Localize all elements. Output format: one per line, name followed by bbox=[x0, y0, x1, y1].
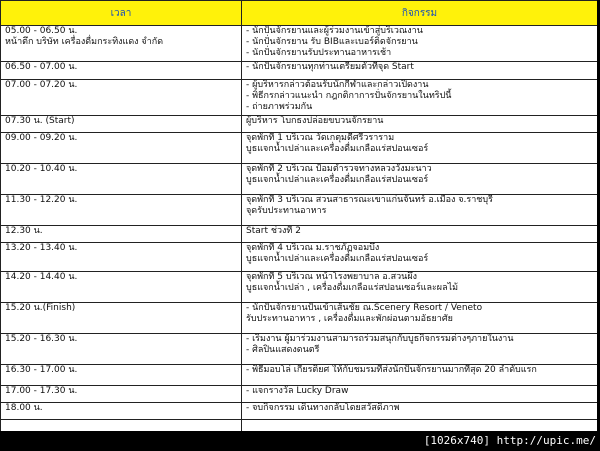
activity-line: จุดพักที่ 1 บริเวณ วัดเกตุมดีศรีวราราม bbox=[246, 133, 395, 143]
watermark-bar bbox=[0, 431, 600, 451]
activity-cell bbox=[242, 116, 598, 133]
time-cell bbox=[1, 164, 242, 195]
activity-cell bbox=[242, 272, 598, 303]
activity-cell bbox=[242, 365, 598, 386]
activity-cell bbox=[242, 133, 598, 164]
activity-cell bbox=[242, 334, 598, 365]
time-cell bbox=[1, 133, 242, 164]
table-row bbox=[1, 116, 598, 133]
activity-line: บูธแจกน้ำเปล่าและเครื่องดื่มเกลือแร่สปอนเซอร์ bbox=[246, 144, 429, 154]
time-cell bbox=[1, 303, 242, 334]
activity-line: - นักปั่นจักรยานและผู้ร่วมงานเข้าสู่บริเวณงาน bbox=[246, 26, 423, 36]
activity-line: จุดรับประทานอาหาร bbox=[246, 206, 327, 216]
activity-line: จุดพักที่ 2 บริเวณ ป้อมตำรวจทางหลวงวังมะนาว bbox=[246, 164, 432, 174]
table-row bbox=[1, 365, 598, 386]
activity-line: บูธแจกน้ำเปล่าและเครื่องดื่มเกลือแร่สปอนเซอร์ bbox=[246, 254, 429, 264]
table-row bbox=[1, 303, 598, 334]
activity-line: - แจกรางวัล Lucky Draw bbox=[246, 386, 349, 396]
time-cell bbox=[1, 272, 242, 303]
time-line: 12.30 น. bbox=[5, 226, 43, 236]
activity-cell bbox=[242, 386, 598, 403]
time-line: 07.00 - 07.20 น. bbox=[5, 80, 78, 90]
activity-line: - นักปั่นจักรยานทุกท่านเตรียมตัวที่จุด Start bbox=[246, 62, 414, 72]
activity-cell bbox=[242, 80, 598, 116]
time-cell bbox=[1, 243, 242, 272]
time-cell bbox=[1, 116, 242, 133]
table-row bbox=[1, 243, 598, 272]
time-cell bbox=[1, 26, 242, 62]
activity-line: - นักปั่นจักรยานปั่นเข้าเส้นชัย ณ.Scenery Resort / Veneto bbox=[246, 303, 483, 313]
activity-cell bbox=[242, 226, 598, 243]
time-line: 14.20 - 14.40 น. bbox=[5, 272, 78, 282]
activity-cell bbox=[242, 26, 598, 62]
activity-line: จุดพักที่ 3 บริเวณ สวนสาธารณะเขาแก่นจันทร์ อ.เมือง จ.ราชบุรี bbox=[246, 195, 493, 205]
empty-cell bbox=[1, 420, 242, 432]
activity-line: - เริ่มงาน ผู้มาร่วมงานสามารถร่วมสนุกกับบูธกิจกรรมต่างๆภายในงาน bbox=[246, 334, 514, 344]
activity-line: จุดพักที่ 5 บริเวณ หน้าโรงพยาบาล อ.สวนผึ้ง bbox=[246, 272, 418, 282]
activity-cell bbox=[242, 403, 598, 420]
activity-line: บูธแจกน้ำเปล่าและเครื่องดื่มเกลือแร่สปอนเซอร์ bbox=[246, 175, 429, 185]
time-cell bbox=[1, 62, 242, 80]
header-activity: กิจกรรม bbox=[242, 1, 598, 26]
time-cell bbox=[1, 403, 242, 420]
time-line: 16.30 - 17.00 น. bbox=[5, 365, 78, 375]
time-line: หน้าตึก บริษัท เครื่องดื่มกระทิงแดง จำกัด bbox=[5, 37, 164, 47]
activity-cell bbox=[242, 303, 598, 334]
activity-cell bbox=[242, 195, 598, 226]
activity-line: - นักปั่นจักรยาน รับ BIBและเบอร์ติดจักรยาน bbox=[246, 37, 418, 47]
time-cell bbox=[1, 226, 242, 243]
activity-cell bbox=[242, 164, 598, 195]
activity-line: - นักปั่นจักรยานรับประทานอาหารเช้า bbox=[246, 48, 392, 58]
watermark-text: [1026x740] http://upic.me/ bbox=[423, 434, 596, 447]
table-row bbox=[1, 80, 598, 116]
table-row bbox=[1, 386, 598, 403]
activity-line: จุดพักที่ 4 บริเวณ ม.ราชภัฏจอมบึง bbox=[246, 243, 380, 253]
time-cell bbox=[1, 334, 242, 365]
time-line: 13.20 - 13.40 น. bbox=[5, 243, 78, 253]
time-line: 17.00 - 17.30 น. bbox=[5, 386, 78, 396]
activity-line: บูธแจกน้ำเปล่า , เครื่องดื่มเกลือแร่สปอนเซอร์และผลไม้ bbox=[246, 283, 459, 293]
activity-line: Start ช่วงที่ 2 bbox=[246, 226, 301, 236]
activity-line: รับประทานอาหาร , เครื่องดื่มและพักผ่อนตามอัธยาศัย bbox=[246, 314, 453, 324]
table-row bbox=[1, 195, 598, 226]
empty-cell bbox=[242, 420, 598, 432]
time-cell bbox=[1, 195, 242, 226]
time-line: 09.00 - 09.20 น. bbox=[5, 133, 78, 143]
table-header-row bbox=[1, 1, 598, 26]
table-row bbox=[1, 272, 598, 303]
empty-row bbox=[1, 420, 598, 432]
time-cell bbox=[1, 80, 242, 116]
header-time: เวลา bbox=[1, 1, 242, 26]
table-row bbox=[1, 133, 598, 164]
time-line: 15.20 น.(Finish) bbox=[5, 303, 76, 313]
activity-line: - พิธีกรกล่าวแนะนำ กฎกติกาการปั่นจักรยานในทริปนี้ bbox=[246, 91, 452, 101]
activity-line: - ศิลปินแสดงดนตรี bbox=[246, 345, 320, 355]
activity-cell bbox=[242, 243, 598, 272]
table-row bbox=[1, 334, 598, 365]
time-line: 10.20 - 10.40 น. bbox=[5, 164, 78, 174]
time-line: 15.20 - 16.30 น. bbox=[5, 334, 78, 344]
time-line: 05.00 - 06.50 น. bbox=[5, 26, 78, 36]
activity-line: ผู้บริหาร โบกธงปล่อยขบวนจักรยาน bbox=[246, 116, 384, 126]
time-cell bbox=[1, 365, 242, 386]
time-cell bbox=[1, 386, 242, 403]
activity-cell bbox=[242, 62, 598, 80]
time-line: 11.30 - 12.20 น. bbox=[5, 195, 78, 205]
activity-line: - จบกิจกรรม เดินทางกลับโดยสวัสดิภาพ bbox=[246, 403, 400, 413]
table-row bbox=[1, 226, 598, 243]
time-line: 18.00 น. bbox=[5, 403, 43, 413]
table-row bbox=[1, 403, 598, 420]
schedule-body bbox=[1, 26, 598, 432]
time-line: 07.30 น. (Start) bbox=[5, 116, 75, 126]
table-row bbox=[1, 164, 598, 195]
table-row bbox=[1, 26, 598, 62]
time-line: 06.50 - 07.00 น. bbox=[5, 62, 78, 72]
activity-line: - ผู้บริหารกล่าวต้อนรับนักกีฬาและกล่าวเปิดงาน bbox=[246, 80, 429, 90]
activity-line: - พิธีมอบโล่ เกียรติยศ ให้กับชมรมที่ส่งนักปั่นจักรยานมากที่สุด 20 ลำดับแรก bbox=[246, 365, 537, 375]
activity-line: - ถ่ายภาพร่วมกัน bbox=[246, 102, 313, 112]
table-row bbox=[1, 62, 598, 80]
